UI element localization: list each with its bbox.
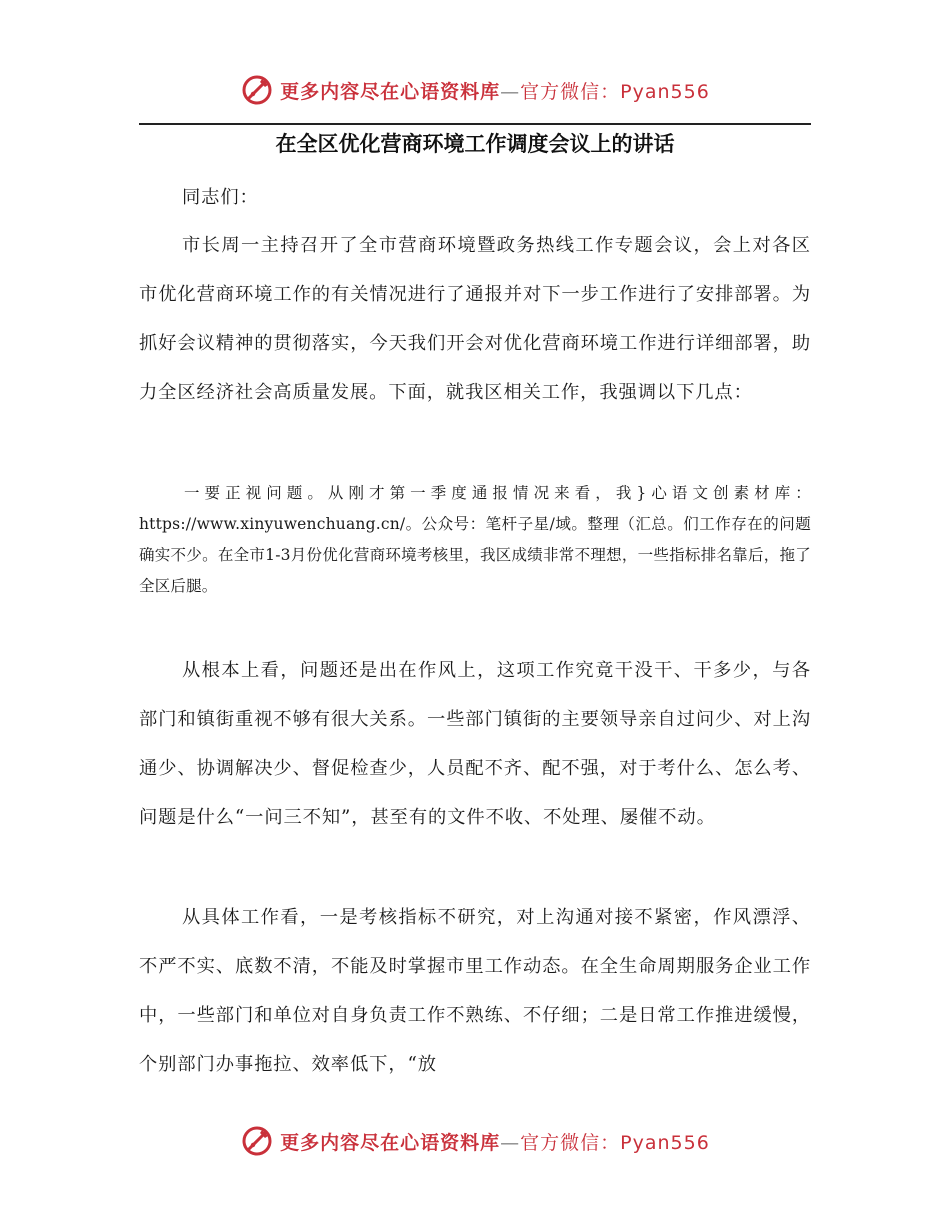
document-title: 在全区优化营商环境工作调度会议上的讲话 <box>275 132 675 156</box>
watermark-separator: — <box>500 1131 521 1154</box>
paragraph-2: 一要正视问题。从刚才第一季度通报情况来看，我}心语文创素材库：https://www.xinyuwenchuang.cn/。公众号：笔杆子星/域。整理（汇总。们工作存在的问题确实不少。在全市1-3月份优化营商环境考核里，我区成绩非常不理想，一些指标排名靠后，拖了全区后腿。 <box>139 484 811 595</box>
paragraph-1: 市长周一主持召开了全市营商环境暨政务热线工作专题会议，会上对各区市优化营商环境工作的有关情况进行了通报并对下一步工作进行了安排部署。为抓好会议精神的贯彻落实，今天我们开会对优化营商环境工作进行详细部署，助力全区经济社会高质量发展。下面，就我区相关工作，我强调以下几点： <box>139 235 811 403</box>
watermark-text <box>280 77 710 104</box>
watermark-wechat: 官方微信：Pyan556 <box>520 80 710 103</box>
watermark-main: 更多内容尽在心语资料库 <box>280 80 501 103</box>
header-rule <box>139 123 811 125</box>
footer-watermark-banner <box>0 1121 950 1161</box>
brush-logo-icon <box>240 73 274 107</box>
header-watermark-banner <box>0 70 950 110</box>
brush-logo-icon <box>240 1124 274 1158</box>
watermark-wechat: 官方微信：Pyan556 <box>520 1131 710 1154</box>
watermark-separator: — <box>500 80 521 103</box>
salutation: 同志们： <box>182 187 259 208</box>
paragraph-3: 从根本上看，问题还是出在作风上，这项工作究竟干没干、干多少，与各部门和镇街重视不够有很大关系。一些部门镇街的主要领导亲自过问少、对上沟通少、协调解决少、督促检查少，人员配不齐、配不强，对于考什么、怎么考、问题是什么“一问三不知”，甚至有的文件不收、不处理、屡催不动。 <box>139 660 811 828</box>
paragraph-4: 从具体工作看，一是考核指标不研究，对上沟通对接不紧密，作风漂浮、不严不实、底数不清，不能及时掌握市里工作动态。在全生命周期服务企业工作中，一些部门和单位对自身负责工作不熟练、不仔细；二是日常工作推进缓慢，个别部门办事拖拉、效率低下，“放 <box>139 907 811 1075</box>
watermark-main: 更多内容尽在心语资料库 <box>280 1131 501 1154</box>
watermark-text <box>280 1128 710 1155</box>
